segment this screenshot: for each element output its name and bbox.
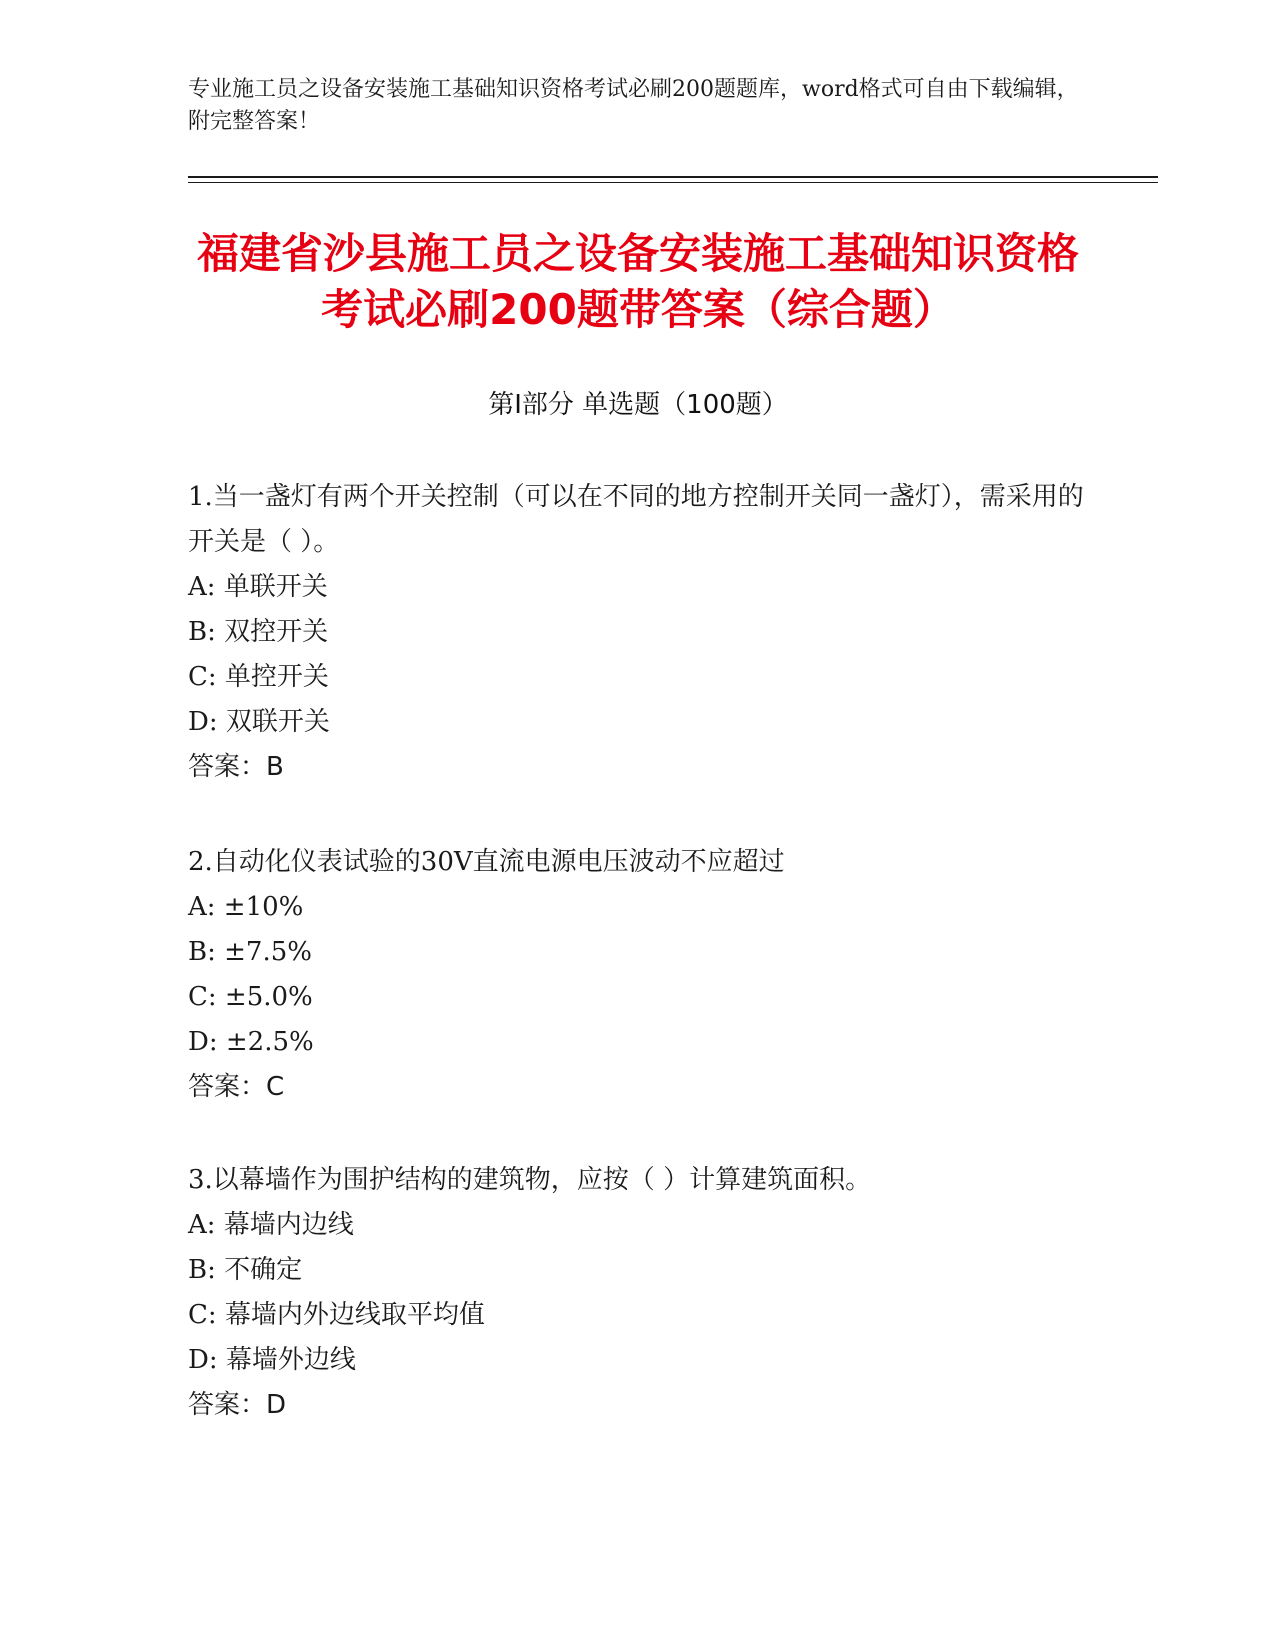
- option-a: A: ±10%: [188, 892, 304, 922]
- option-c: C: ±5.0%: [188, 982, 313, 1012]
- header-divider-thin: [188, 182, 1158, 183]
- option-d: D: 双联开关: [188, 707, 330, 737]
- section-heading: 第I部分 单选题（100题）: [488, 390, 788, 420]
- document-title: 福建省沙县施工员之设备安装施工基础知识资格考试必刷200题带答案（综合题）: [196, 229, 1079, 334]
- question-stem: 1.当一盏灯有两个开关控制（可以在不同的地方控制开关同一盏灯），需采用的开关是（ ）。: [188, 482, 1084, 557]
- header-note: 专业施工员之设备安装施工基础知识资格考试必刷200题题库，word格式可自由下载编辑，附完整答案！: [188, 77, 1079, 134]
- answer-line: 答案：C: [188, 1072, 285, 1102]
- option-a: A: 单联开关: [188, 572, 328, 602]
- option-b: B: 不确定: [188, 1255, 303, 1285]
- option-d: D: 幕墙外边线: [188, 1345, 356, 1375]
- question-block: [188, 1158, 1088, 1428]
- question-block: [188, 840, 1088, 1110]
- option-c: C: 幕墙内外边线取平均值: [188, 1300, 485, 1330]
- header-divider-thick: [188, 176, 1158, 178]
- option-a: A: 幕墙内边线: [188, 1210, 354, 1240]
- question-block: [188, 475, 1088, 790]
- question-stem: 3.以幕墙作为围护结构的建筑物，应按（ ）计算建筑面积。: [188, 1165, 872, 1195]
- option-d: D: ±2.5%: [188, 1027, 314, 1057]
- option-b: B: ±7.5%: [188, 937, 312, 967]
- answer-line: 答案：D: [188, 1390, 287, 1420]
- question-stem: 2.自动化仪表试验的30V直流电源电压波动不应超过: [188, 847, 785, 877]
- answer-line: 答案：B: [188, 752, 284, 782]
- option-b: B: 双控开关: [188, 617, 329, 647]
- option-c: C: 单控开关: [188, 662, 329, 692]
